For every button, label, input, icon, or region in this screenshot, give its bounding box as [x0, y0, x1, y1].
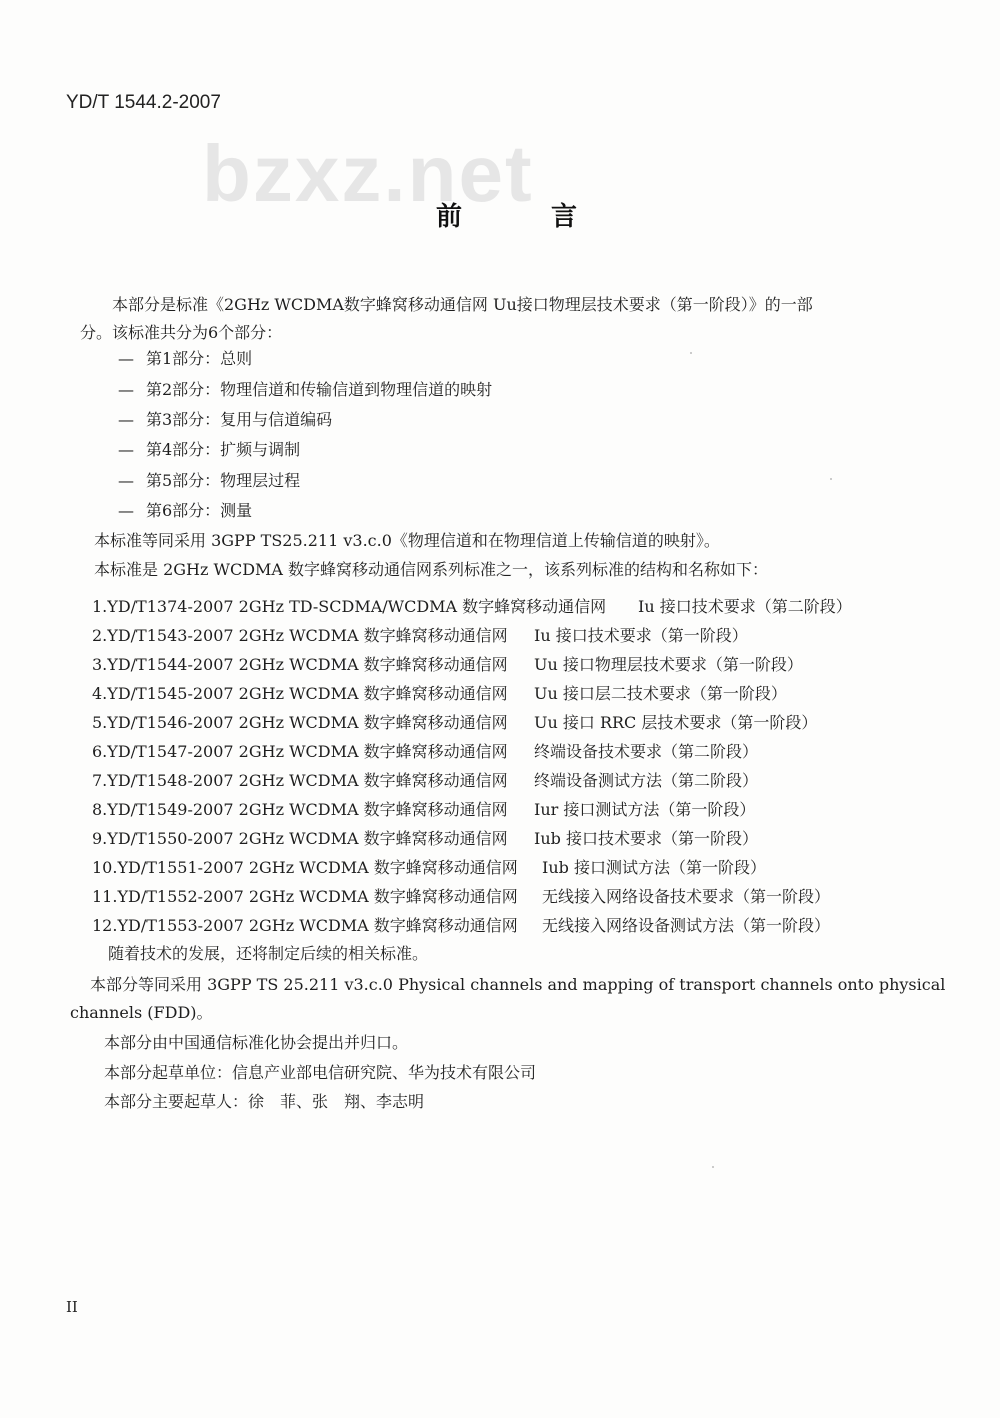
list-dash: —: [118, 349, 134, 368]
series-row: [92, 855, 766, 878]
list-item: [118, 407, 332, 430]
list-item: [118, 377, 492, 400]
series-name: 8.YD/T1549-2007 2GHz WCDMA 数字蜂窝移动通信网: [92, 800, 508, 819]
adoption-statement: 本标准等同采用 3GPP TS25.211 v3.c.0《物理信道和在物理信道上传输信道的映射》。: [94, 531, 720, 550]
series-row: [92, 681, 787, 704]
series-name: 12.YD/T1553-2007 2GHz WCDMA 数字蜂窝移动通信网: [92, 916, 518, 935]
series-row: [92, 594, 852, 617]
scan-speck: [830, 478, 832, 480]
equivalence-line-2: channels (FDD)。: [70, 1003, 213, 1022]
list-dash: —: [118, 501, 134, 520]
series-desc: 无线接入网络设备技术要求（第一阶段）: [542, 887, 831, 906]
series-desc: Iur 接口测试方法（第一阶段）: [534, 800, 756, 819]
list-item-label: 第4部分：扩频与调制: [146, 440, 301, 459]
series-row: [92, 739, 759, 762]
series-name: 1.YD/T1374-2007 2GHz TD-SCDMA/WCDMA 数字蜂窝移动通信网: [92, 597, 607, 616]
list-item-label: 第1部分：总则: [146, 349, 253, 368]
series-desc: 无线接入网络设备测试方法（第一阶段）: [542, 916, 831, 935]
scan-speck: [712, 1166, 714, 1168]
list-dash: —: [118, 440, 134, 459]
series-desc: Uu 接口物理层技术要求（第一阶段）: [534, 655, 803, 674]
future-standards: 随着技术的发展，还将制定后续的相关标准。: [108, 944, 429, 963]
series-name: 7.YD/T1548-2007 2GHz WCDMA 数字蜂窝移动通信网: [92, 771, 508, 790]
list-dash: —: [118, 471, 134, 490]
watermark-logo: bzxz.net: [202, 129, 534, 218]
equivalence-line-1: 本部分等同采用 3GPP TS 25.211 v3.c.0 Physical channels and mapping of transport channels onto physical: [90, 975, 946, 994]
series-intro: 本标准是 2GHz WCDMA 数字蜂窝移动通信网系列标准之一，该系列标准的结构和名称如下：: [94, 560, 769, 579]
series-row: [92, 826, 758, 849]
series-row: [92, 913, 831, 936]
list-item: [118, 346, 252, 369]
series-desc: Iub 接口技术要求（第一阶段）: [534, 829, 758, 848]
series-row: [92, 710, 818, 733]
intro-line-1: 本部分是标准《2GHz WCDMA数字蜂窝移动通信网 Uu接口物理层技术要求（第一阶段）》的一部: [112, 295, 813, 314]
series-name: 4.YD/T1545-2007 2GHz WCDMA 数字蜂窝移动通信网: [92, 684, 508, 703]
drafters: 本部分主要起草人：徐 菲、张 翔、李志明: [104, 1092, 425, 1111]
list-item: [118, 468, 300, 491]
series-name: 2.YD/T1543-2007 2GHz WCDMA 数字蜂窝移动通信网: [92, 626, 508, 645]
list-item-label: 第5部分：物理层过程: [146, 471, 301, 490]
list-item-label: 第6部分：测量: [146, 501, 253, 520]
intro-line-2: 分。该标准共分为6个部分：: [80, 323, 283, 342]
proposer-statement: 本部分由中国通信标准化协会提出并归口。: [104, 1033, 409, 1052]
scan-speck: [690, 352, 692, 354]
series-desc: Uu 接口层二技术要求（第一阶段）: [534, 684, 787, 703]
list-item: [118, 498, 252, 521]
series-desc: 终端设备技术要求（第二阶段）: [534, 742, 759, 761]
series-desc: 终端设备测试方法（第二阶段）: [534, 771, 759, 790]
list-item-label: 第2部分：物理信道和传输信道到物理信道的映射: [146, 380, 493, 399]
list-item: [118, 437, 300, 460]
series-desc: Uu 接口 RRC 层技术要求（第一阶段）: [534, 713, 818, 732]
series-name: 10.YD/T1551-2007 2GHz WCDMA 数字蜂窝移动通信网: [92, 858, 518, 877]
list-item-label: 第3部分：复用与信道编码: [146, 410, 333, 429]
standard-code: YD/T 1544.2-2007: [66, 92, 221, 113]
series-desc: Iub 接口测试方法（第一阶段）: [542, 858, 766, 877]
series-name: 5.YD/T1546-2007 2GHz WCDMA 数字蜂窝移动通信网: [92, 713, 508, 732]
page-number: II: [66, 1298, 78, 1316]
series-row: [92, 623, 748, 646]
series-row: [92, 797, 756, 820]
series-desc: Iu 接口技术要求（第一阶段）: [534, 626, 748, 645]
section-title: 前 言: [436, 202, 618, 232]
drafting-units: 本部分起草单位：信息产业部电信研究院、华为技术有限公司: [104, 1063, 537, 1082]
list-dash: —: [118, 410, 134, 429]
list-dash: —: [118, 380, 134, 399]
series-name: 3.YD/T1544-2007 2GHz WCDMA 数字蜂窝移动通信网: [92, 655, 508, 674]
series-row: [92, 768, 759, 791]
series-row: [92, 884, 831, 907]
series-name: 6.YD/T1547-2007 2GHz WCDMA 数字蜂窝移动通信网: [92, 742, 508, 761]
series-name: 11.YD/T1552-2007 2GHz WCDMA 数字蜂窝移动通信网: [92, 887, 518, 906]
series-desc: Iu 接口技术要求（第二阶段）: [638, 597, 852, 616]
series-name: 9.YD/T1550-2007 2GHz WCDMA 数字蜂窝移动通信网: [92, 829, 508, 848]
series-row: [92, 652, 803, 675]
